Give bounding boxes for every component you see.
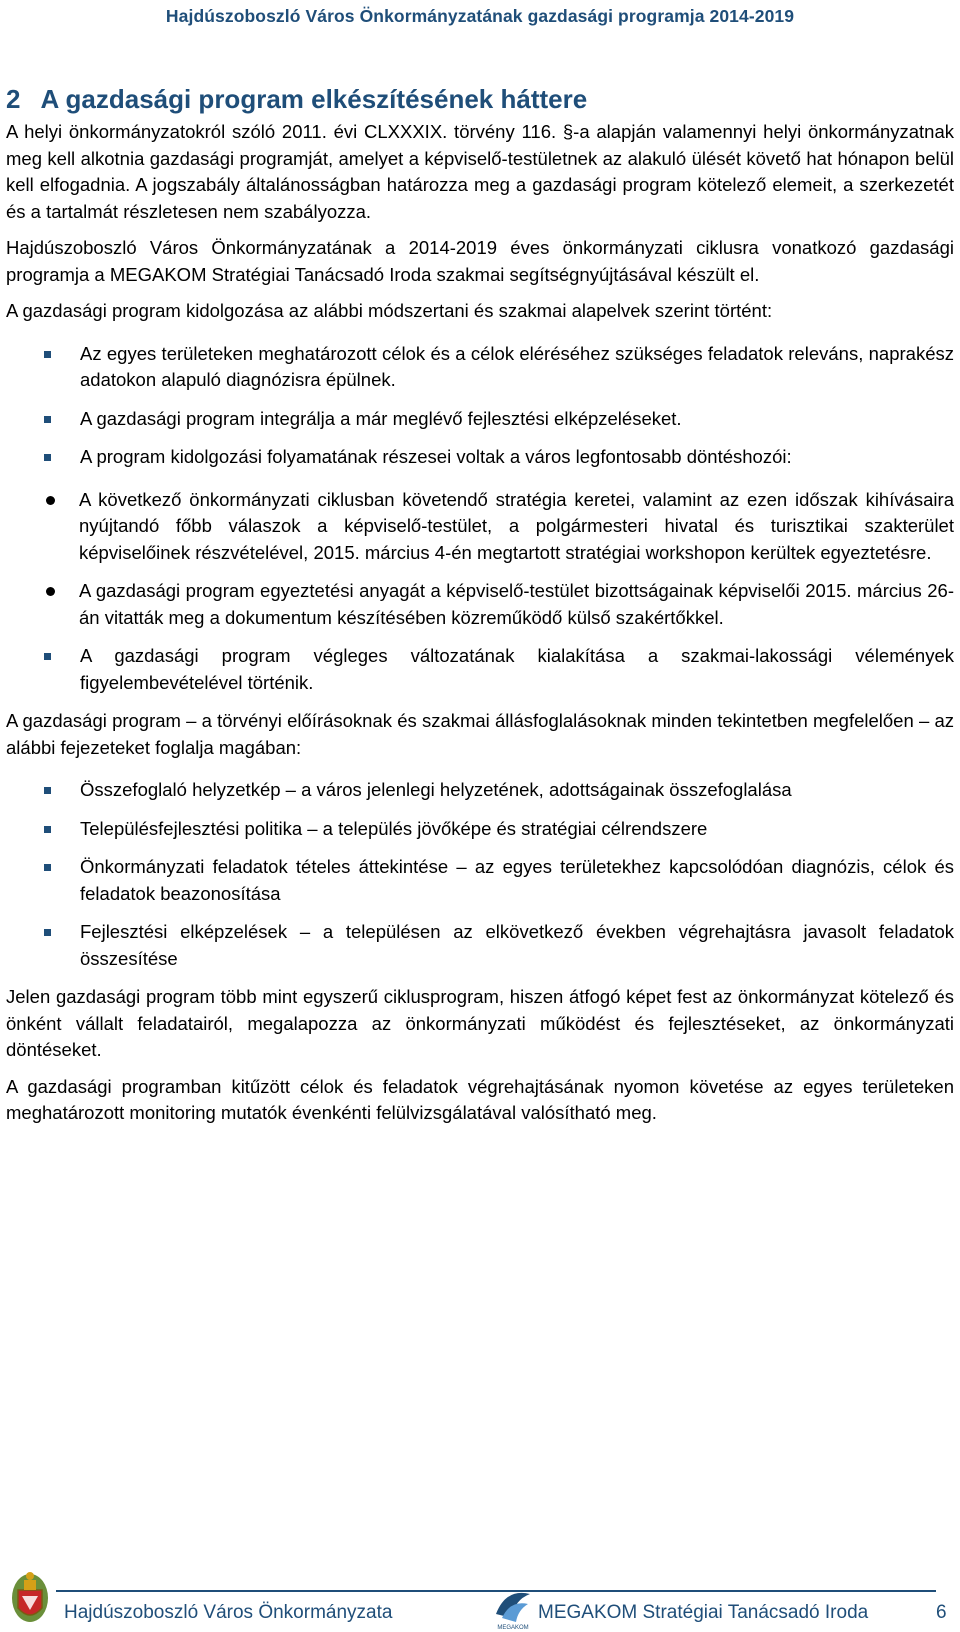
list-item	[6, 444, 954, 631]
sublist-item-text: A gazdasági program egyeztetési anyagát a képviselő-testület bizottságainak képviselői 2015. március 26-án vitatták meg a dokumentum készítésében közreműködő külső szakértőkkel.	[79, 580, 954, 628]
square-bullet-icon	[44, 416, 51, 423]
paragraph-chapters-intro: A gazdasági program – a törvényi előírásoknak és szakmai állásfoglalásoknak minden tekintetben megfelelően – az alábbi fejezeteket foglalja magában:	[6, 710, 954, 758]
list-item-text: Az egyes területeken meghatározott célok és a célok eléréséhez szükséges feladatok releváns, naprakész adatokon alapuló diagnózisra épülnek.	[80, 342, 954, 390]
paragraph-monitoring: A gazdasági programban kitűzött célok és feladatok végrehajtásának nyomon követése az egyes területeken meghatározott monitoring mutatók évenkénti felülvizsgálatával valósítható meg.	[6, 1075, 954, 1123]
principles-list	[6, 341, 954, 697]
paragraph-megakom: Hajdúszoboszló Város Önkormányzatának a 2014-2019 éves önkormányzati ciklusra vonatkozó gazdasági programja a MEGAKOM Stratégiai Tanácsadó Iroda szakmai segítségnyújtásával készült el.	[6, 237, 954, 285]
round-bullet-icon	[46, 587, 55, 596]
square-bullet-icon	[44, 826, 51, 833]
running-header: Hajdúszoboszló Város Önkormányzatának gazdasági programja 2014-2019	[165, 6, 795, 26]
sublist-item	[6, 578, 954, 631]
section-number: 2	[6, 84, 21, 114]
list-item	[6, 919, 954, 972]
square-bullet-icon	[44, 787, 51, 794]
list-item-text: Településfejlesztési politika – a település jövőképe és stratégiai célrendszere	[80, 817, 708, 839]
list-item-text: A gazdasági program végleges változatának kialakítása a szakmai-lakossági vélemények figyelembevételével történik.	[80, 645, 954, 693]
page-number: 6	[936, 1602, 947, 1623]
page-footer	[0, 1594, 960, 1630]
list-item	[6, 643, 954, 696]
list-item	[6, 406, 954, 433]
page-content	[6, 84, 954, 1137]
footer-municipality: Hajdúszoboszló Város Önkormányzata	[64, 1602, 393, 1623]
square-bullet-icon	[44, 351, 51, 358]
list-item-text: A gazdasági program integrálja a már meglévő fejlesztési elképzeléseket.	[80, 407, 682, 429]
paragraph-summary: Jelen gazdasági program több mint egyszerű ciklusprogram, hiszen átfogó képet fest az önkormányzat kötelező és önként vállalt feladatairól, megalapozza az önkormányzati működést és fejlesztéseket, az önkormányzati döntéseket.	[6, 986, 954, 1060]
decision-makers-sublist	[6, 487, 954, 632]
list-item	[6, 777, 954, 804]
paragraph-principles-intro: A gazdasági program kidolgozása az alábbi módszertani és szakmai alapelvek szerint történt:	[6, 300, 773, 321]
sublist-item-text: A következő önkormányzati ciklusban követendő stratégia keretei, valamint az ezen időszak kihívásaira nyújtandó főbb válaszok a képviselő-testület, a polgármesteri hivatal és turisztikai szakterület képviselőinek részvételével, 2015. március 4-én megtartott stratégiai workshopon kerültek egyeztetésre.	[79, 488, 954, 563]
list-item-text: Fejlesztési elképzelések – a településen az elkövetkező években végrehajtásra javasolt feladatok összesítése	[80, 921, 954, 969]
list-item-text: A program kidolgozási folyamatának részesei voltak a város legfontosabb döntéshozói:	[80, 446, 792, 467]
chapters-list	[6, 777, 954, 972]
square-bullet-icon	[44, 864, 51, 871]
sublist-item	[6, 487, 954, 567]
footer-consultancy: MEGAKOM Stratégiai Tanácsadó Iroda	[538, 1602, 869, 1623]
list-item-text: Összefoglaló helyzetkép – a város jelenlegi helyzetének, adottságainak összefoglalása	[80, 779, 792, 800]
section-title: A gazdasági program elkészítésének háttere	[40, 84, 588, 114]
list-item-text: Önkormányzati feladatok tételes áttekintése – az egyes területekhez kapcsolódóan diagnózis, célok és feladatok beazonosítása	[80, 856, 954, 904]
logo-text: MEGAKOM	[497, 1625, 529, 1630]
round-bullet-icon	[46, 496, 55, 505]
section-heading	[6, 84, 954, 115]
list-item	[6, 854, 954, 907]
square-bullet-icon	[44, 653, 51, 660]
paragraph-law: A helyi önkormányzatokról szóló 2011. évi CLXXXIX. törvény 116. §-a alapján valamennyi helyi önkormányzatnak meg kell alkotnia gazdasági programját, amelyet a képviselő-testületnek az alakuló ülését követő hat hónapon belül kell elfogadnia. A jogszabály általánosságban határozza meg a gazdasági program kötelező elemeit, a szerkezetét és a tartalmát részletesen nem szabályozza.	[6, 121, 954, 222]
square-bullet-icon	[44, 454, 51, 461]
list-item	[6, 816, 954, 843]
list-item	[6, 341, 954, 394]
square-bullet-icon	[44, 929, 51, 936]
